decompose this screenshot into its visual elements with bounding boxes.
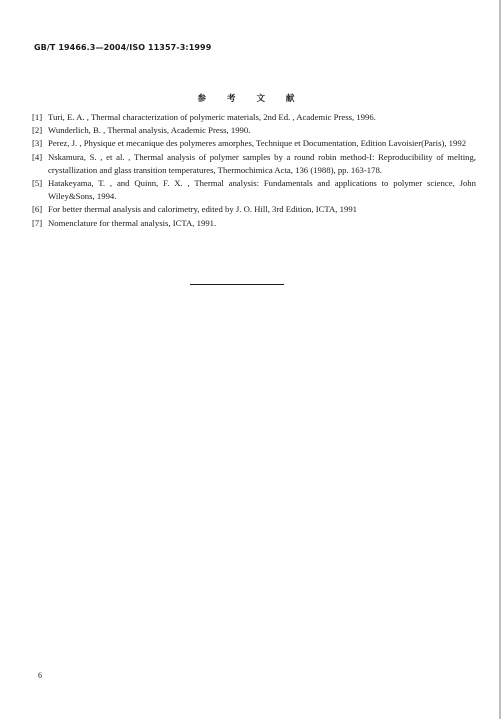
reference-item-5 [32,177,476,203]
reference-text: Nskamura, S. , et al. , Thermal analysis of polymer samples by a round robin method-I: Reproducibility of melting, crystallization and glass transition temperatures, Thermochimica Acta, 136 (1988), pp. 163-178. [48,151,476,175]
reference-number: [2] [32,125,43,136]
references-title: 参 考 文 献 [197,94,304,104]
reference-item-2 [32,124,476,137]
reference-item-7 [32,217,476,230]
reference-item-1 [32,111,476,124]
reference-number: [3] [32,138,43,149]
reference-item-4 [32,151,476,177]
reference-text: Perez, J. , Physique et mecanique des polymeres amorphes, Technique et Documentation, Edition Lavoisier(Paris), 1992 [48,138,467,149]
reference-text: Hatakeyama, T. , and Quinn, F. X. , Thermal analysis: Fundamentals and applications to polymer science, John Wiley&Sons, 1994. [48,178,476,202]
reference-item-6 [32,203,476,216]
reference-text: Turi, E. A. , Thermal characterization of polymeric materials, 2nd Ed. , Academic Press, 1996. [48,112,376,122]
reference-number: [7] [32,217,43,228]
standard-code-header: GB/T 19466.3—2004/ISO 11357-3:1999 [34,43,212,52]
reference-text: Nomenclature for thermal analysis, ICTA, 1991. [48,217,217,228]
reference-text: For better thermal analysis and calorimetry, edited by J. O. Hill, 3rd Edition, ICTA, 1991 [48,204,358,215]
reference-list [32,111,476,230]
reference-item-3 [32,137,476,150]
page-number: 6 [38,671,42,680]
reference-number: [5] [32,178,43,189]
end-divider [190,284,284,285]
reference-number: [4] [32,151,43,162]
reference-text: Wunderlich, B. , Thermal analysis, Academic Press, 1990. [48,125,251,136]
reference-number: [6] [32,204,43,215]
reference-number: [1] [32,112,43,122]
